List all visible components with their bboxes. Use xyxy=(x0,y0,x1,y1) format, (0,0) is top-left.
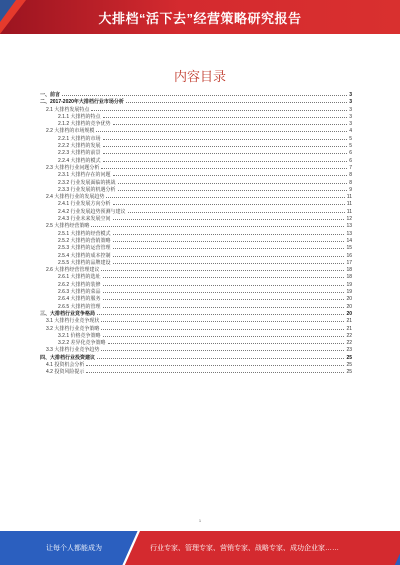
toc-entry[interactable] xyxy=(40,99,352,106)
toc-entry[interactable] xyxy=(40,274,352,281)
toc-entry-label: 2.5.2 大排档的营销策略 xyxy=(58,237,111,244)
toc-dot-leader xyxy=(97,358,344,359)
toc-dot-leader xyxy=(118,190,348,191)
toc-dot-leader xyxy=(103,292,345,293)
toc-dot-leader xyxy=(113,204,345,205)
toc-entry-label: 2.6 大排档经营管理建议 xyxy=(46,267,100,274)
toc-dot-leader xyxy=(101,270,344,271)
toc-dot-leader xyxy=(103,139,348,140)
toc-entry-page: 16 xyxy=(346,252,352,259)
toc-entry[interactable] xyxy=(40,158,352,165)
toc-dot-leader xyxy=(118,183,348,184)
toc-entry-page: 6 xyxy=(349,150,352,157)
toc-entry[interactable] xyxy=(40,318,352,325)
toc-entry-label: 2.6.5 大排档的管理 xyxy=(58,303,101,310)
footer-banner xyxy=(0,531,400,565)
toc-entry-label: 2.1 大排档发展特点 xyxy=(46,106,90,113)
toc-entry[interactable] xyxy=(40,326,352,333)
toc-entry-label: 2.5.1 大排档的经营模式 xyxy=(58,230,111,237)
toc-entry-label: 2.4 大排档行业的发展趋势 xyxy=(46,194,105,201)
toc-entry-page: 13 xyxy=(346,230,352,237)
toc-entry-page: 18 xyxy=(346,274,352,281)
table-of-contents xyxy=(40,92,352,377)
toc-entry-label: 四、大排档行业投资建议 xyxy=(40,354,96,361)
toc-entry-page: 11 xyxy=(346,208,352,215)
toc-dot-leader xyxy=(103,277,345,278)
toc-entry-page: 21 xyxy=(346,318,352,325)
toc-entry-label: 2.3.1 大排档存在的问题 xyxy=(58,172,111,179)
toc-entry-label: 一、前言 xyxy=(40,92,61,98)
toc-dot-leader xyxy=(97,314,344,315)
toc-entry-page: 4 xyxy=(349,128,352,135)
toc-dot-leader xyxy=(128,212,345,213)
page-number: 1 xyxy=(198,518,202,523)
toc-entry[interactable] xyxy=(40,150,352,157)
toc-entry-label: 2.3 大排档行业问题分析 xyxy=(46,164,100,171)
toc-entry-page: 13 xyxy=(346,223,352,230)
footer-slogan-right: 行业专家、管理专家、营销专家、战略专家、成功企业家…… xyxy=(150,545,339,552)
toc-dot-leader xyxy=(103,299,345,300)
toc-dot-leader xyxy=(103,336,345,337)
toc-entry-page: 12 xyxy=(346,216,352,223)
toc-entry[interactable] xyxy=(40,128,352,135)
toc-entry-page: 25 xyxy=(346,354,352,361)
toc-entry[interactable] xyxy=(40,369,352,376)
toc-dot-leader xyxy=(113,124,348,125)
toc-entry-label: 2.2.3 大排档的前景 xyxy=(58,150,101,157)
toc-entry-label: 4.1 投资机会分析 xyxy=(46,361,85,368)
toc-dot-leader xyxy=(86,365,344,366)
toc-entry-label: 2.5.4 大排档的成本控制 xyxy=(58,252,111,259)
toc-dot-leader xyxy=(108,343,345,344)
toc-entry-label: 二、2017-2020年大排档行业市场分析 xyxy=(40,99,124,106)
toc-entry[interactable] xyxy=(40,347,352,354)
toc-dot-leader xyxy=(113,248,345,249)
toc-heading: 内容目录 xyxy=(173,69,226,84)
toc-entry-label: 2.6.3 大排档的菜品 xyxy=(58,289,101,296)
toc-entry-page: 3 xyxy=(349,106,352,113)
toc-dot-leader xyxy=(101,350,344,351)
footer-slogan-left: 让每个人都能成为 xyxy=(46,545,102,552)
toc-entry[interactable] xyxy=(40,172,352,179)
toc-entry-label: 2.1.2 大排档的竞争优势 xyxy=(58,121,111,128)
toc-dot-leader xyxy=(101,329,344,330)
toc-entry[interactable] xyxy=(40,209,352,216)
toc-entry[interactable] xyxy=(40,180,352,187)
toc-entry-label: 2.5.3 大排档的运营管理 xyxy=(58,245,111,252)
toc-entry-page: 17 xyxy=(346,259,352,266)
toc-entry[interactable] xyxy=(40,253,352,260)
toc-entry-label: 2.1.1 大排档的特点 xyxy=(58,113,101,120)
toc-entry[interactable] xyxy=(40,201,352,208)
toc-dot-leader xyxy=(113,263,345,264)
toc-dot-leader xyxy=(103,307,345,308)
toc-entry-page: 20 xyxy=(346,310,352,317)
toc-entry-page: 25 xyxy=(346,369,352,376)
toc-entry-page: 11 xyxy=(346,194,352,201)
toc-dot-leader xyxy=(126,102,347,103)
toc-dot-leader xyxy=(91,226,344,227)
toc-entry-page: 19 xyxy=(346,289,352,296)
toc-dot-leader xyxy=(113,219,345,220)
toc-entry-label: 三、大排档行业竞争格局 xyxy=(40,310,96,317)
toc-entry-page: 3 xyxy=(349,99,352,106)
toc-entry-label: 3.2 大排档行业竞争策略 xyxy=(46,325,100,332)
header-banner xyxy=(0,0,400,34)
toc-dot-leader xyxy=(103,153,348,154)
toc-entry-page: 22 xyxy=(346,332,352,339)
toc-dot-leader xyxy=(103,117,348,118)
toc-entry[interactable] xyxy=(40,304,352,311)
toc-entry-page: 7 xyxy=(349,164,352,171)
document-title: 大排档“活下去”经营策略研究报告 xyxy=(98,11,302,26)
toc-dot-leader xyxy=(101,321,344,322)
toc-dot-leader xyxy=(113,234,345,235)
toc-entry[interactable] xyxy=(40,282,352,289)
toc-entry-page: 8 xyxy=(349,172,352,179)
toc-entry[interactable] xyxy=(40,231,352,238)
toc-entry-page: 9 xyxy=(349,186,352,193)
toc-dot-leader xyxy=(106,197,344,198)
toc-dot-leader xyxy=(62,95,347,96)
toc-entry-page: 5 xyxy=(349,143,352,150)
toc-dot-leader xyxy=(91,110,347,111)
toc-dot-leader xyxy=(113,256,345,257)
toc-entry-label: 4.2 投资风险提示 xyxy=(46,369,85,376)
toc-entry-page: 20 xyxy=(346,296,352,303)
toc-entry-page: 11 xyxy=(346,201,352,208)
toc-entry[interactable] xyxy=(40,223,352,230)
toc-entry-page: 3 xyxy=(349,92,352,98)
toc-entry-label: 2.2.2 大排档的发展 xyxy=(58,143,101,150)
toc-entry-label: 2.6.4 大排档的服务 xyxy=(58,296,101,303)
toc-entry-label: 2.3.2 行业发展面临的挑战 xyxy=(58,179,116,186)
toc-dot-leader xyxy=(103,146,348,147)
toc-entry-page: 15 xyxy=(346,245,352,252)
toc-entry-label: 3.2.2 差异化竞争策略 xyxy=(58,340,106,347)
toc-entry-label: 2.6.1 大排档的选址 xyxy=(58,274,101,281)
toc-entry-page: 22 xyxy=(346,340,352,347)
toc-entry-page: 5 xyxy=(349,135,352,142)
toc-dot-leader xyxy=(103,285,345,286)
toc-entry-label: 3.3 大排档行业竞争趋势 xyxy=(46,347,100,354)
toc-entry-page: 3 xyxy=(349,113,352,120)
toc-entry-page: 25 xyxy=(346,361,352,368)
toc-entry-label: 2.3.3 行业发展的机遇分析 xyxy=(58,186,116,193)
toc-dot-leader xyxy=(101,168,347,169)
toc-entry-page: 19 xyxy=(346,281,352,288)
toc-entry-page: 14 xyxy=(346,237,352,244)
toc-entry-label: 3.1 大排档行业竞争现状 xyxy=(46,318,100,325)
toc-entry-label: 2.2.4 大排档的模式 xyxy=(58,157,101,164)
toc-entry-page: 3 xyxy=(349,121,352,128)
toc-entry-label: 2.5 大排档经营策略 xyxy=(46,223,90,230)
toc-entry-label: 2.4.1 行业发展方向分析 xyxy=(58,201,111,208)
toc-dot-leader xyxy=(113,175,348,176)
toc-entry-page: 18 xyxy=(346,267,352,274)
toc-dot-leader xyxy=(113,241,345,242)
toc-entry-label: 2.4.2 行业发展趋势预测与建议 xyxy=(58,208,126,215)
toc-entry[interactable] xyxy=(40,245,352,252)
toc-entry-label: 2.2.1 大排档的市场 xyxy=(58,135,101,142)
toc-entry[interactable] xyxy=(40,355,352,362)
toc-entry-label: 3.2.1 价格竞争策略 xyxy=(58,332,101,339)
toc-entry[interactable] xyxy=(40,136,352,143)
toc-entry[interactable] xyxy=(40,333,352,340)
toc-dot-leader xyxy=(103,161,348,162)
toc-entry[interactable] xyxy=(40,107,352,114)
toc-entry-page: 20 xyxy=(346,303,352,310)
toc-entry-label: 2.6.2 大排档的装修 xyxy=(58,281,101,288)
toc-dot-leader xyxy=(86,372,344,373)
toc-entry[interactable] xyxy=(40,362,352,369)
toc-entry-page: 21 xyxy=(346,325,352,332)
toc-entry-page: 6 xyxy=(349,157,352,164)
toc-entry-label: 2.4.3 行业未来发展空间 xyxy=(58,216,111,223)
toc-entry-label: 2.5.5 大排档的品牌建设 xyxy=(58,259,111,266)
toc-entry[interactable] xyxy=(40,296,352,303)
toc-entry-label: 2.2 大排档的市场规模 xyxy=(46,128,95,135)
toc-dot-leader xyxy=(96,131,347,132)
toc-entry-page: 8 xyxy=(349,179,352,186)
toc-entry-page: 23 xyxy=(346,347,352,354)
